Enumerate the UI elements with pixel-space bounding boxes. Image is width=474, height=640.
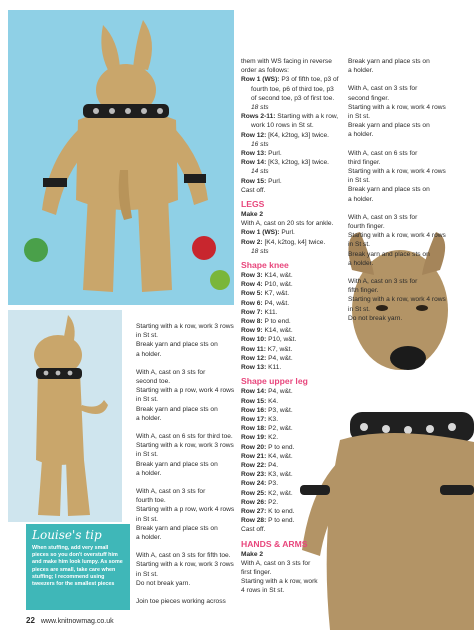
- row-1: Row 1 (WS): P3 of fifth toe, p3 of: [241, 76, 339, 84]
- legs-cast-on: With A, cast on 20 sts for ankle.: [241, 220, 334, 228]
- instruction-line: Starting with a p row, work 4 rows: [136, 387, 235, 395]
- instruction-line: Starting with a k row, work 4 rows: [348, 168, 446, 176]
- upper-leg-row: Row 28: P to end.: [241, 517, 295, 525]
- spacer: [136, 478, 236, 487]
- row-13: Row 13: Purl.: [241, 150, 282, 158]
- instruction-line: Starting with a k row, work 3 rows: [136, 323, 234, 330]
- spacer: [136, 588, 236, 597]
- cast-off: Cast off.: [241, 186, 266, 194]
- spacer: [136, 359, 236, 368]
- instruction-line: Do not break yarn.: [136, 579, 191, 587]
- instruction-line: Break yarn and place sts on: [136, 460, 218, 468]
- spacer: [348, 268, 460, 277]
- row-15: Row 15: Purl.: [241, 177, 282, 185]
- instruction-line: a holder.: [136, 414, 162, 422]
- instruction-line: in St st.: [136, 396, 158, 404]
- instruction-line: a holder.: [348, 259, 374, 267]
- knee-row: Row 5: K7, w&t.: [241, 290, 290, 298]
- upper-leg-rows: [241, 387, 341, 525]
- knee-row: Row 11: K7, w&t.: [241, 345, 293, 353]
- instruction-line: in St st.: [136, 451, 158, 459]
- instruction-line: Starting with a k row, work 4 rows: [348, 296, 446, 304]
- instruction-line: Starting with a k row, work 4 rows: [348, 232, 446, 240]
- hands-make: Make 2: [241, 550, 263, 558]
- instruction-line: second finger.: [348, 94, 390, 102]
- upper-leg-row: Row 25: K2, w&t.: [241, 489, 293, 497]
- intro-line: them with WS facing in reverse: [241, 58, 332, 65]
- instruction-line: Starting with a k row, work 4 rows: [348, 103, 446, 111]
- spacer: [348, 75, 460, 84]
- upper-leg-row: Row 19: K2.: [241, 434, 279, 442]
- instruction-line: fourth toe.: [136, 497, 166, 505]
- instruction-line: With A, cast on 6 sts for: [348, 149, 418, 157]
- knee-row: Row 7: K11.: [241, 308, 278, 316]
- upper-leg-row: Row 23: K3, w&t.: [241, 471, 293, 479]
- instruction-line: With A, cast on 3 sts for: [348, 213, 418, 221]
- upper-leg-row: Row 18: P2, w&t.: [241, 425, 293, 433]
- instruction-line: Break yarn and place sts on: [348, 58, 430, 65]
- page-number: 22: [26, 616, 35, 625]
- knee-row: Row 10: P10, w&t.: [241, 336, 297, 344]
- instruction-line: a holder.: [136, 534, 162, 542]
- instruction-line: With A, cast on 3 sts for: [348, 85, 418, 93]
- instruction-line: With A, cast on 3 sts for: [136, 368, 206, 376]
- instruction-line: a holder.: [348, 67, 374, 75]
- upper-leg-row: Row 14: P4, w&t.: [241, 388, 293, 396]
- instruction-line: Join toe pieces working across: [136, 598, 226, 606]
- instruction-line: With A, cast on 3 sts for: [136, 488, 206, 496]
- footer: [26, 616, 114, 625]
- instruction-line: second toe.: [136, 378, 171, 386]
- upper-leg-heading: Shape upper leg: [241, 376, 308, 387]
- knee-row: Row 13: K11.: [241, 364, 282, 372]
- knitted-dog-side-photo: [8, 310, 122, 522]
- knee-heading: Shape knee: [241, 260, 289, 271]
- upper-leg-row: Row 16: P3, w&t.: [241, 406, 293, 414]
- instruction-line: Break yarn and place sts on: [136, 341, 218, 349]
- instruction-line: a holder.: [348, 195, 374, 203]
- instruction-line: Break yarn and place sts on: [136, 405, 218, 413]
- instruction-line: Starting with a k row, work 3 rows: [136, 442, 234, 450]
- upper-leg-row: Row 27: K to end.: [241, 507, 295, 515]
- spacer: [348, 140, 460, 149]
- instruction-line: a holder.: [348, 131, 374, 139]
- knitted-dog-back-photo: [8, 10, 234, 305]
- column-c: [348, 57, 460, 323]
- upper-leg-cast-off: Cast off.: [241, 526, 266, 534]
- spacer: [136, 423, 236, 432]
- instruction-line: fifth finger.: [348, 287, 379, 295]
- knee-row: Row 9: K14, w&t.: [241, 327, 293, 335]
- instruction-line: Break yarn and place sts on: [348, 122, 430, 130]
- upper-leg-row: Row 20: P to end.: [241, 443, 295, 451]
- instruction-line: Break yarn and place sts on: [348, 186, 430, 194]
- instruction-line: third finger.: [348, 158, 381, 166]
- spacer: [348, 204, 460, 213]
- spacer: [136, 542, 236, 551]
- tip-body: When stuffing, add very small pieces so you don't overstuff him and make him look lumpy. As some pieces are small, take care when stuffing; I recommend using tweezers for the smallest pieces: [32, 545, 123, 588]
- instruction-line: in St st.: [348, 305, 370, 313]
- tip-title: Louise's tip: [32, 528, 102, 542]
- instruction-line: in St st.: [348, 241, 370, 249]
- instruction-line: Break yarn and place sts on: [136, 524, 218, 532]
- intro-line: order as follows:: [241, 67, 290, 75]
- knee-row: Row 12: P4, w&t.: [241, 354, 293, 362]
- instruction-line: fourth finger.: [348, 223, 385, 231]
- instruction-line: With A, cast on 6 sts for third toe.: [136, 433, 233, 441]
- instruction-line: Break yarn and place sts on: [348, 250, 430, 258]
- instruction-line: a holder.: [136, 350, 162, 358]
- tip-box: [26, 524, 130, 610]
- upper-leg-row: Row 24: P3.: [241, 480, 279, 488]
- upper-leg-row: Row 17: K3.: [241, 415, 279, 423]
- knee-row: Row 4: P10, w&t.: [241, 281, 293, 289]
- legs-row-1: Row 1 (WS): Purl.: [241, 229, 295, 237]
- upper-leg-row: Row 15: K4.: [241, 397, 279, 405]
- instruction-line: in St st.: [136, 570, 158, 578]
- knee-row: Row 3: K14, w&t.: [241, 272, 293, 280]
- row-12: Row 12: [K4, k2tog, k3] twice.: [241, 131, 329, 139]
- upper-leg-row: Row 22: P4.: [241, 461, 279, 469]
- upper-leg-row: Row 21: K4, w&t.: [241, 452, 293, 460]
- site-url: www.knitnowmag.co.uk: [40, 618, 114, 625]
- upper-leg-row: Row 26: P2.: [241, 498, 279, 506]
- instruction-line: Do not break yarn.: [348, 314, 403, 322]
- knee-row: Row 8: P to end.: [241, 318, 291, 326]
- knee-rows: [241, 271, 341, 372]
- column-a: [136, 322, 236, 606]
- knee-row: Row 6: P4, w&t.: [241, 299, 290, 307]
- instruction-line: Starting with a p row, work 4 rows: [136, 506, 235, 514]
- legs-heading: LEGS: [241, 199, 265, 210]
- instruction-line: a holder.: [136, 469, 162, 477]
- hands-heading: HANDS & ARMS: [241, 538, 308, 549]
- instruction-line: With A, cast on 3 sts for fifth toe.: [136, 552, 231, 560]
- instruction-line: Starting with a k row, work 3 rows: [136, 561, 234, 569]
- instruction-line: in St st.: [136, 515, 158, 523]
- instruction-line: in St st.: [136, 332, 158, 340]
- instruction-line: in St st.: [348, 113, 370, 121]
- instruction-line: in St st.: [348, 177, 370, 185]
- rows-2-11: Rows 2-11: Starting with a k row,: [241, 113, 339, 121]
- legs-make: Make 2: [241, 211, 263, 219]
- row-14: Row 14: [K3, k2tog, k3] twice.: [241, 159, 329, 167]
- column-b: them with WS facing in reverse order as follows: Row 1 (WS): P3 of fifth toe, p3 of fourth toe, p6 of third toe, p3 of second toe, p3 of first toe. 18 sts Rows 2-11: Starting with a k row, work 10 rows in St st. Row 12: [K4, k2tog, k3] twice. 16 sts Row 13: Purl. Row 14: [K3, k2tog, k3] twice. 14 sts Row 15: Purl. Cast off. LEGS Make 2 With A, cast on 20 sts for ankle. Row 1 (WS): Purl. Row 2: [K4, k2tog, k4] twice. 18 sts Shape knee Row 3: K14, w&t. Row 4: P10, w&t. Row 5: K7, w&t. Row 6: P4, w&t. Row 7: K11. Row 8: P to end. Row 9: K14, w&t. Row 10: P10, w&t. Row 11: K7, w&t. Row 12: P4, w&t. Row 13: K11. Shape upper leg Row 14: P4, w&t. Row 15: K4. Row 16: P3, w&t. Row 17: K3. Row 18: P2, w&t. Row 19: K2. Row 20: P to end. Row 21: K4, w&t. Row 22: P4. Row 23: K3, w&t. Row 24: P3. Row 25: K2, w&t. Row 26: P2. Row 27: K to end. Row 28: P to end. Cast off. HANDS & ARMS Make 2 With A, cast on 3 sts for first finger. Starting with a k row, work 4 rows in St st.: [241, 57, 341, 596]
- legs-row-2: Row 2: [K4, k2tog, k4] twice.: [241, 238, 326, 246]
- instruction-line: With A, cast on 3 sts for: [348, 278, 418, 286]
